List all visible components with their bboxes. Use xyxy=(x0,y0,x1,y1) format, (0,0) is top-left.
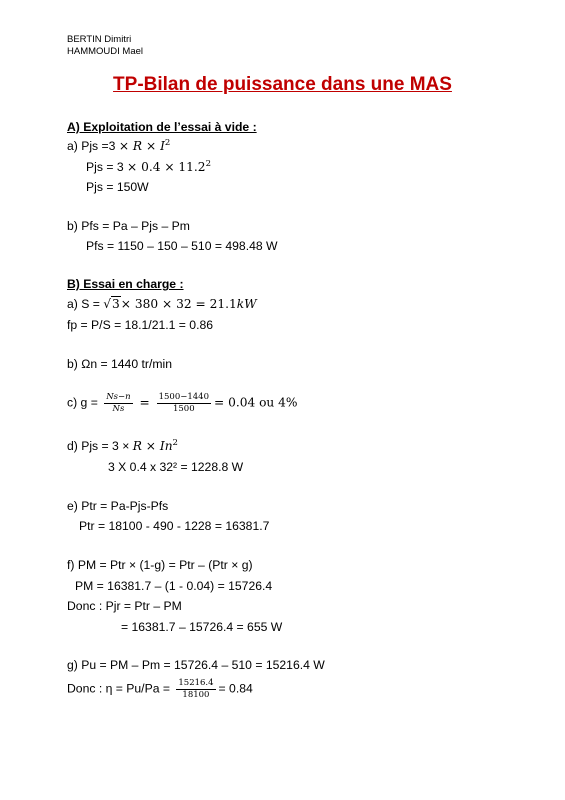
section-a-heading: A) Exploitation de l’essai à vide : xyxy=(67,120,257,134)
bd-times: × xyxy=(141,439,160,453)
bf-line-4: = 16381.7 – 15726.4 = 655 W xyxy=(121,620,283,634)
a-line-3: Pjs = 150W xyxy=(86,180,149,194)
bg-prefix: Donc : η = Pu/Pa = xyxy=(67,681,174,696)
a-line-1 xyxy=(67,137,171,153)
ba-line-1-math: × 380 × 32 = 21.1 xyxy=(120,297,237,311)
bc-equals: = xyxy=(135,395,154,410)
bd-prefix: d) Pjs = 3 × xyxy=(67,439,133,453)
section-b-heading: B) Essai en charge : xyxy=(67,277,184,291)
bg-fraction-den: 18100 xyxy=(182,689,210,700)
b-line-1: b) Pfs = Pa – Pjs – Pm xyxy=(67,219,190,233)
ba-line-1 xyxy=(67,298,257,310)
a-line-2 xyxy=(86,158,211,174)
bc-fraction-1-den: Ns xyxy=(112,403,125,414)
author-line-2: HAMMOUDI Mael xyxy=(67,46,144,57)
ba-line-2: fp = P/S = 18.1/21.1 = 0.86 xyxy=(67,318,214,332)
bc-fraction-1-num: Ns−n xyxy=(106,392,131,402)
bf-line-1: f) PM = Ptr × (1-g) = Ptr – (Ptr × g) xyxy=(67,558,253,572)
a-line-1-prefix: a) Pjs =3 xyxy=(67,139,119,153)
bg-fraction xyxy=(176,678,215,700)
bd-line-1 xyxy=(67,437,178,453)
bc-fraction-2-num: 1500−1440 xyxy=(158,392,209,402)
bb-line-1: b) Ωn = 1440 tr/min xyxy=(67,357,172,371)
be-line-1: e) Ptr = Pa-Pjs-Pfs xyxy=(67,499,169,513)
bc-line-1 xyxy=(67,392,297,414)
a-formula: × $R \times I^2$ xyxy=(118,137,171,153)
bd-In: In xyxy=(159,439,173,453)
bd-line-2: 3 X 0.4 x 32² = 1228.8 W xyxy=(108,460,244,474)
bf-line-2: PM = 16381.7 – (1 - 0.04) = 15726.4 xyxy=(75,579,273,593)
bd-exponent: 2 xyxy=(172,437,178,448)
bg-line-1: g) Pu = PM – Pm = 15726.4 – 510 = 15216.4 W xyxy=(67,658,325,672)
ba-line-1-unit: kW xyxy=(236,297,257,311)
bg-fraction-num: 15216.4 xyxy=(178,678,214,688)
page-title: TP-Bilan de puissance dans une MAS xyxy=(113,74,452,95)
bf-line-3: Donc : Pjr = Ptr – PM xyxy=(67,599,182,613)
bc-prefix: c) g = xyxy=(67,395,102,410)
bg-line-2 xyxy=(67,678,253,700)
sqrt-symbol: √3 xyxy=(103,297,120,311)
bg-suffix: = 0.84 xyxy=(218,681,253,696)
bc-result: = 0.04 ou 4% xyxy=(213,395,298,410)
be-line-2: Ptr = 18100 - 490 - 1228 = 16381.7 xyxy=(79,519,270,533)
ba-line-1-prefix: a) S = xyxy=(67,297,104,311)
bc-fraction-1 xyxy=(104,392,132,414)
bc-fraction-2 xyxy=(157,392,211,414)
a-line-2-prefix: Pjs = 3 xyxy=(86,160,127,174)
b-line-2: Pfs = 1150 – 150 – 510 = 498.48 W xyxy=(86,239,278,253)
author-line-1: BERTIN Dimitri xyxy=(67,34,132,45)
bd-R: R xyxy=(132,439,142,453)
bc-fraction-2-den: 1500 xyxy=(172,403,195,414)
a-line-2-values: × 0.4 × 11.2 xyxy=(126,160,206,174)
a-line-2-exponent: 2 xyxy=(205,158,211,169)
